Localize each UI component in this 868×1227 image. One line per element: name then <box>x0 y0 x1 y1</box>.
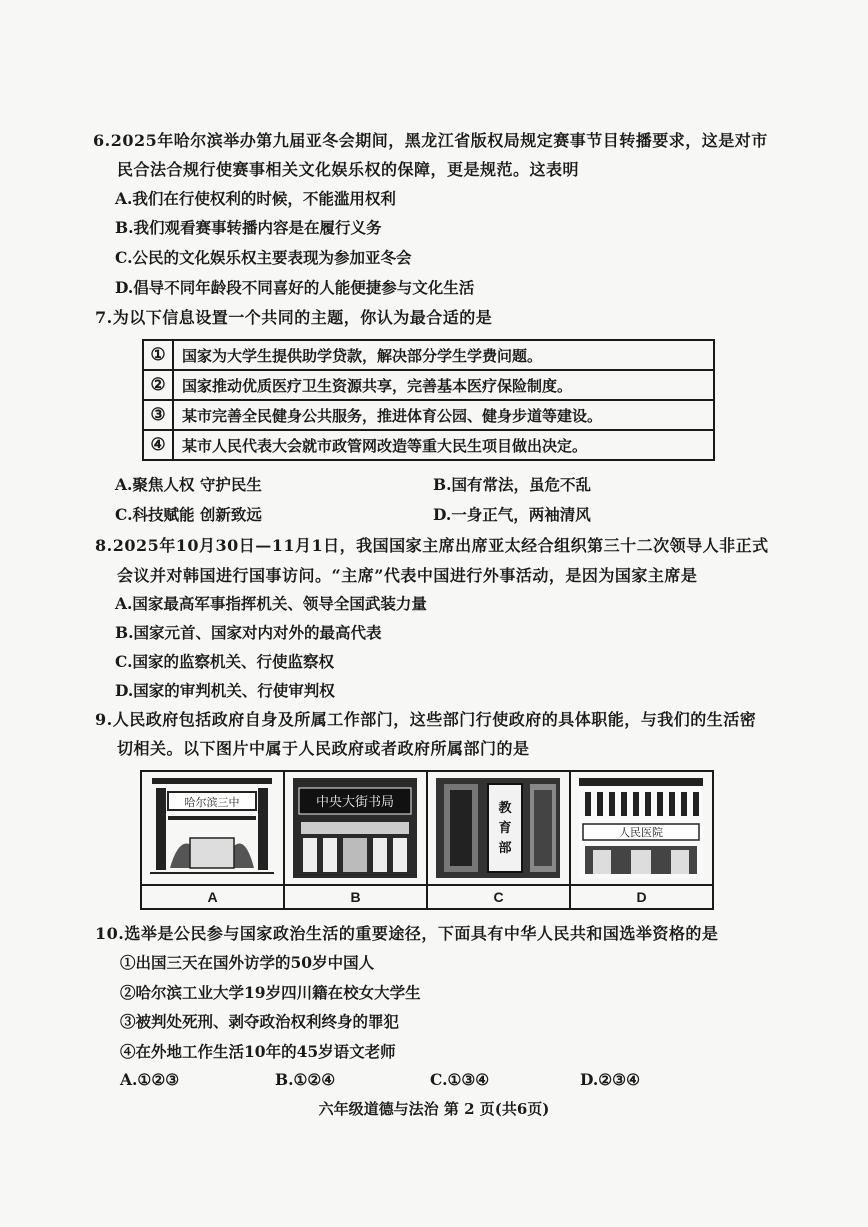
row-number: ① <box>143 340 173 370</box>
q10-option-c: C.①③④ <box>430 1070 490 1089</box>
q10-option-a: A.①②③ <box>120 1070 180 1089</box>
q10-item-3: ③被判处死刑、剥夺政治权利终身的罪犯 <box>120 1012 400 1031</box>
q10-item-4: ④在外地工作生活10年的45岁语文老师 <box>120 1042 396 1061</box>
q6-option-a: A.我们在行使权利的时候，不能滥用权利 <box>115 189 396 208</box>
ministry-plaque-image <box>428 772 569 884</box>
q6-option-c: C.公民的文化娱乐权主要表现为参加亚冬会 <box>115 248 412 267</box>
q9-stem-line2: 切相关。以下图片中属于人民政府或者政府所属部门的是 <box>117 739 530 758</box>
picture-label-a: A <box>142 884 283 908</box>
picture-label-c: C <box>428 884 569 908</box>
q7-option-d: D.一身正气，两袖清风 <box>433 505 591 524</box>
q9-picture-strip <box>140 770 714 910</box>
picture-label-b: B <box>285 884 426 908</box>
q10-item-1: ①出国三天在国外访学的50岁中国人 <box>120 953 375 972</box>
q7-option-c: C.科技赋能 创新致远 <box>115 505 262 524</box>
q8-option-a: A.国家最高军事指挥机关、领导全国武装力量 <box>115 594 427 613</box>
row-number: ④ <box>143 430 173 460</box>
q10-option-d: D.②③④ <box>580 1070 640 1089</box>
q6-stem-line1: 6.2025年哈尔滨举办第九届亚冬会期间，黑龙江省版权局规定赛事节目转播要求，这是对市 <box>93 131 768 150</box>
q9-picture-a <box>142 772 285 908</box>
q7-option-a: A.聚焦人权 守护民生 <box>115 475 262 494</box>
q9-stem-line1: 9.人民政府包括政府自身及所属工作部门，这些部门行使政府的具体职能，与我们的生活密 <box>95 710 757 729</box>
q9-picture-c <box>428 772 571 908</box>
q6-option-b: B.我们观看赛事转播内容是在履行义务 <box>115 218 382 237</box>
q8-stem-line2: 会议并对韩国进行国事访问。“主席”代表中国进行外事活动，是因为国家主席是 <box>117 566 698 585</box>
q8-stem-line1: 8.2025年10月30日—11月1日，我国国家主席出席亚太经合组织第三十二次领导人非正式 <box>95 536 769 555</box>
table-row <box>143 430 714 460</box>
q6-stem-line2: 民合法合规行使赛事相关文化娱乐权的保障，更是规范。这表明 <box>117 160 580 179</box>
q8-option-c: C.国家的监察机关、行使监察权 <box>115 652 334 671</box>
table-row <box>143 400 714 430</box>
sign-text: 人民医院 <box>619 826 663 839</box>
row-number: ③ <box>143 400 173 430</box>
sign-text: 教育部 <box>498 801 512 856</box>
q6-option-d: D.倡导不同年龄段不同喜好的人能便捷参与文化生活 <box>115 278 475 297</box>
picture-label-d: D <box>571 884 712 908</box>
q8-option-d: D.国家的审判机关、行使审判权 <box>115 681 335 700</box>
bookstore-image <box>285 772 426 884</box>
row-text: 国家为大学生提供助学贷款，解决部分学生学费问题。 <box>173 340 714 370</box>
q8-option-b: B.国家元首、国家对内对外的最高代表 <box>115 623 382 642</box>
sign-text: 哈尔滨三中 <box>184 796 240 809</box>
q9-picture-d <box>571 772 712 908</box>
row-number: ② <box>143 370 173 400</box>
sign-text: 中央大街书局 <box>315 795 395 810</box>
q7-info-table <box>142 339 715 461</box>
q10-option-b: B.①②④ <box>275 1070 336 1089</box>
row-text: 某市完善全民健身公共服务，推进体育公园、健身步道等建设。 <box>173 400 714 430</box>
q10-stem: 10.选举是公民参与国家政治生活的重要途径，下面具有中华人民共和国选举资格的是 <box>95 924 719 943</box>
q7-stem: 7.为以下信息设置一个共同的主题，你认为最合适的是 <box>95 308 493 327</box>
school-gate-image <box>142 772 283 884</box>
row-text: 国家推动优质医疗卫生资源共享，完善基本医疗保险制度。 <box>173 370 714 400</box>
page-footer: 六年级道德与法治 第 2 页(共6页) <box>318 1100 550 1118</box>
row-text: 某市人民代表大会就市政管网改造等重大民生项目做出决定。 <box>173 430 714 460</box>
q10-item-2: ②哈尔滨工业大学19岁四川籍在校女大学生 <box>120 983 421 1002</box>
table-row <box>143 340 714 370</box>
hospital-building-image <box>571 772 712 884</box>
q9-picture-b <box>285 772 428 908</box>
table-row <box>143 370 714 400</box>
q7-option-b: B.国有常法，虽危不乱 <box>433 475 591 494</box>
